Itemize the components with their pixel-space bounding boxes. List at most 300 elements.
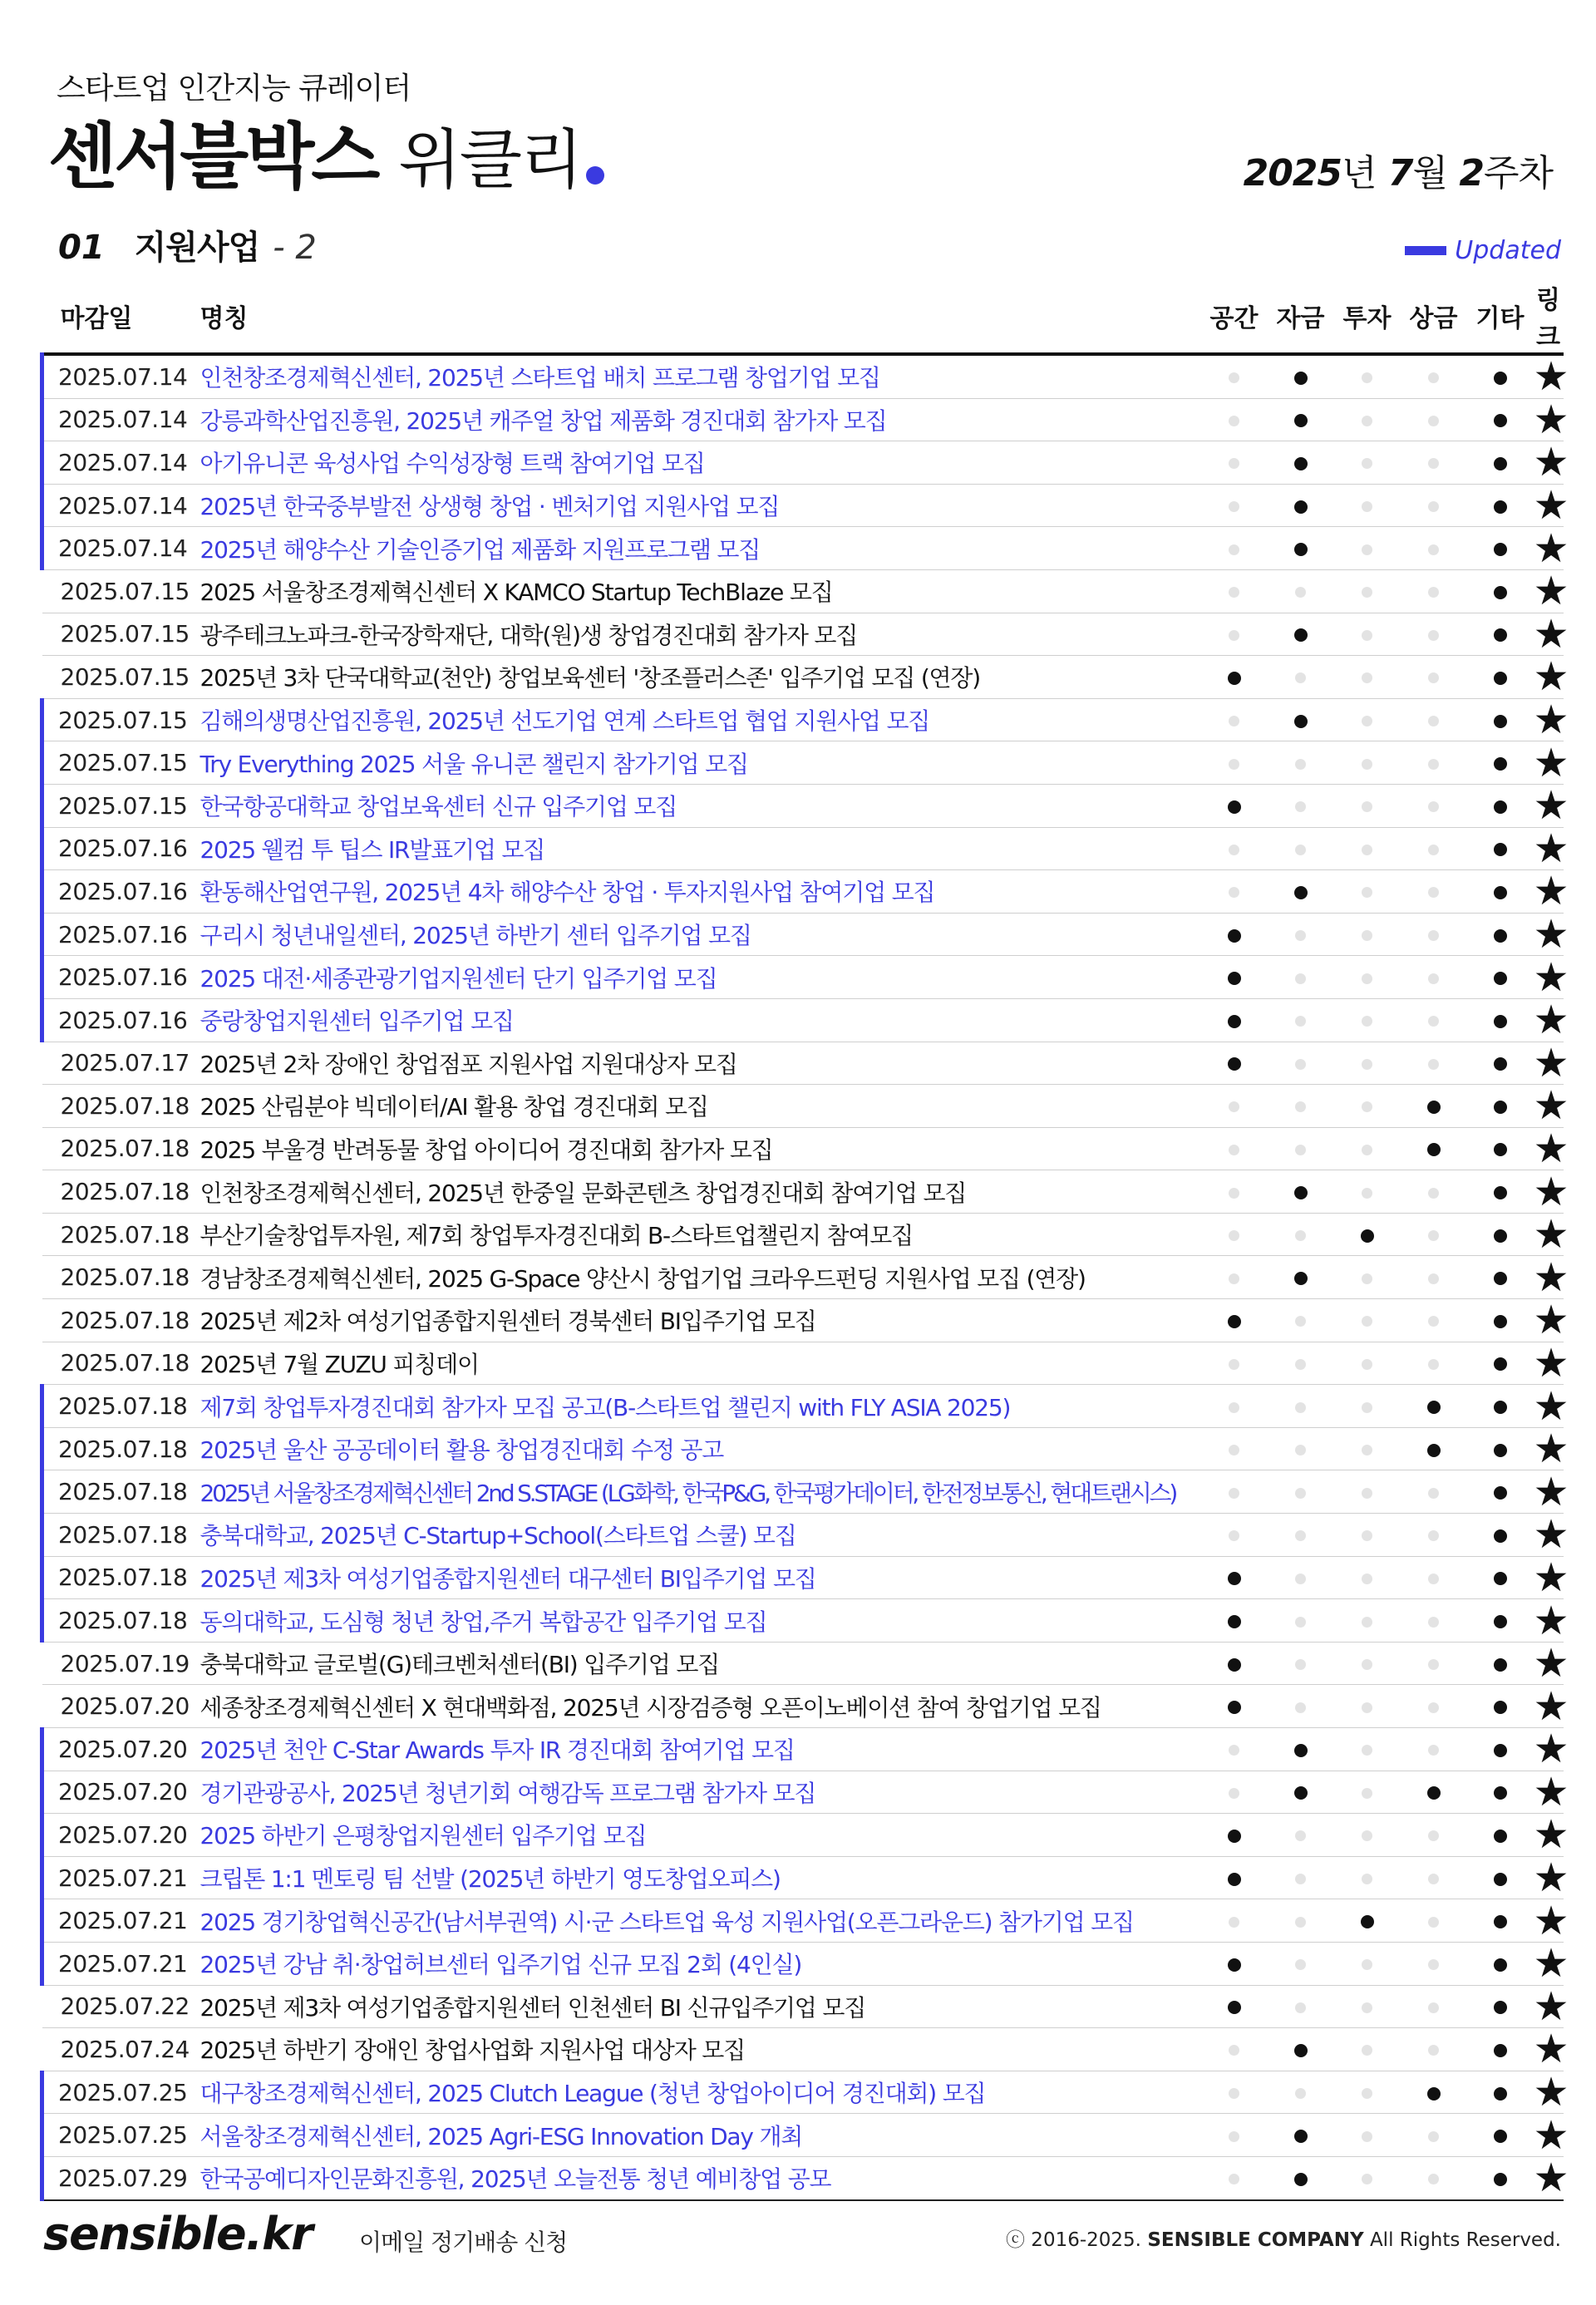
star-link-icon[interactable]: ★ xyxy=(1533,1082,1569,1130)
row-prize-cell xyxy=(1401,784,1467,827)
row-program-name: 2025 웰컴 투 팁스 IR발표기업 모집 xyxy=(195,827,1201,870)
star-link-icon[interactable]: ★ xyxy=(1533,1554,1569,1601)
row-funding-cell xyxy=(1268,784,1334,827)
row-space-cell xyxy=(1201,1899,1268,1943)
star-link-icon[interactable]: ★ xyxy=(1533,2026,1569,2073)
row-prize-cell xyxy=(1401,527,1467,570)
row-link-cell xyxy=(1533,1382,1569,1430)
empty-dot-icon xyxy=(1295,587,1306,598)
row-space-cell xyxy=(1201,1985,1268,2028)
section-number: 01 xyxy=(58,229,105,267)
empty-dot-icon xyxy=(1362,845,1372,855)
empty-dot-icon xyxy=(1428,845,1439,855)
star-link-icon[interactable]: ★ xyxy=(1533,568,1569,615)
row-space-cell xyxy=(1201,1514,1268,1557)
row-program-name: 2025 경기창업혁신공간(남서부권역) 시·군 스타트업 육성 지원사업(오픈그라운드) 참가기업 모집 xyxy=(195,1899,1201,1943)
empty-dot-icon xyxy=(1428,1273,1439,1284)
star-link-icon[interactable]: ★ xyxy=(1533,1511,1569,1559)
row-other-cell xyxy=(1467,2071,1534,2114)
row-link-cell xyxy=(1533,1511,1569,1559)
row-link-cell xyxy=(1533,568,1569,615)
empty-dot-icon xyxy=(1362,2174,1372,2184)
row-prize-cell xyxy=(1401,2071,1467,2114)
row-investment-cell xyxy=(1334,1985,1401,2028)
filled-dot-icon xyxy=(1294,1186,1308,1199)
filled-dot-icon xyxy=(1494,1315,1507,1328)
table-row xyxy=(42,1427,1564,1470)
row-other-cell xyxy=(1467,2156,1534,2199)
row-program-name: 2025년 천안 C-Star Awards 투자 IR 경진대회 참여기업 모집 xyxy=(195,1728,1201,1771)
row-funding-cell xyxy=(1268,569,1334,613)
row-other-cell xyxy=(1467,441,1534,485)
row-investment-cell xyxy=(1334,1256,1401,1299)
row-link-cell xyxy=(1533,653,1569,701)
filled-dot-icon xyxy=(1494,757,1507,771)
star-link-icon[interactable]: ★ xyxy=(1533,482,1569,529)
star-link-icon[interactable]: ★ xyxy=(1533,1426,1569,1473)
empty-dot-icon xyxy=(1295,1874,1306,1884)
empty-dot-icon xyxy=(1295,672,1306,683)
empty-dot-icon xyxy=(1428,1359,1439,1370)
empty-dot-icon xyxy=(1428,1959,1439,1970)
empty-dot-icon xyxy=(1295,1488,1306,1499)
col-header-space: 공간 xyxy=(1201,279,1268,354)
filled-dot-icon xyxy=(1494,1744,1507,1757)
empty-dot-icon xyxy=(1362,458,1372,469)
table-row xyxy=(42,398,1564,441)
star-link-icon[interactable]: ★ xyxy=(1533,610,1569,658)
row-link-cell xyxy=(1533,1168,1569,1215)
empty-dot-icon xyxy=(1229,1101,1239,1112)
row-space-cell xyxy=(1201,741,1268,785)
empty-dot-icon xyxy=(1229,2045,1239,2056)
row-deadline: 2025.07.25 xyxy=(42,2114,195,2157)
empty-dot-icon xyxy=(1428,1016,1439,1027)
row-link-cell xyxy=(1533,868,1569,915)
row-deadline: 2025.07.16 xyxy=(42,870,195,914)
col-header-investment: 투자 xyxy=(1334,279,1401,354)
row-program-name: 2025 대전·세종관광기업지원센터 단기 입주기업 모집 xyxy=(195,956,1201,999)
row-deadline: 2025.07.18 xyxy=(42,1127,195,1170)
row-space-cell xyxy=(1201,656,1268,699)
row-funding-cell xyxy=(1268,1642,1334,1685)
row-investment-cell xyxy=(1334,1170,1401,1214)
row-other-cell xyxy=(1467,1170,1534,1214)
star-link-icon[interactable]: ★ xyxy=(1533,2069,1569,2116)
star-link-icon[interactable]: ★ xyxy=(1533,1125,1569,1172)
empty-dot-icon xyxy=(1229,1917,1239,1928)
empty-dot-icon xyxy=(1229,372,1239,383)
section-part: - 2 xyxy=(273,229,317,267)
row-prize-cell xyxy=(1401,1213,1467,1256)
row-program-name: 2025년 3차 단국대학교(천안) 창업보육센터 '창조플러스존' 입주기업 모집 (연장) xyxy=(195,656,1201,699)
row-program-name: 2025년 2차 장애인 창업점포 지원사업 지원대상자 모집 xyxy=(195,1042,1201,1085)
empty-dot-icon xyxy=(1295,1917,1306,1928)
row-space-cell xyxy=(1201,354,1268,398)
filled-dot-icon xyxy=(1361,1229,1374,1243)
empty-dot-icon xyxy=(1295,801,1306,812)
star-link-icon[interactable]: ★ xyxy=(1533,1682,1569,1730)
star-link-icon[interactable]: ★ xyxy=(1533,1597,1569,1644)
row-investment-cell xyxy=(1334,1385,1401,1428)
row-space-cell xyxy=(1201,1599,1268,1643)
filled-dot-icon xyxy=(1228,2001,1241,2014)
empty-dot-icon xyxy=(1428,801,1439,812)
star-link-icon[interactable]: ★ xyxy=(1533,1640,1569,1687)
row-link-cell xyxy=(1533,953,1569,1001)
row-link-cell xyxy=(1533,610,1569,658)
table-row xyxy=(42,1470,1564,1514)
row-deadline: 2025.07.14 xyxy=(42,354,195,398)
row-program-name: 2025년 해양수산 기술인증기업 제품화 지원프로그램 모집 xyxy=(195,527,1201,570)
empty-dot-icon xyxy=(1362,416,1372,426)
row-other-cell xyxy=(1467,1470,1534,1514)
row-investment-cell xyxy=(1334,1942,1401,1985)
empty-dot-icon xyxy=(1362,1788,1372,1799)
empty-dot-icon xyxy=(1362,501,1372,512)
row-deadline: 2025.07.15 xyxy=(42,569,195,613)
row-link-cell xyxy=(1533,2155,1569,2202)
row-prize-cell xyxy=(1401,956,1467,999)
row-funding-cell xyxy=(1268,1256,1334,1299)
row-prize-cell xyxy=(1401,2114,1467,2157)
footer-logo[interactable]: sensible.kr xyxy=(43,2208,313,2260)
row-space-cell xyxy=(1201,827,1268,870)
filled-dot-icon xyxy=(1494,672,1507,685)
row-prize-cell xyxy=(1401,1085,1467,1128)
row-deadline: 2025.07.25 xyxy=(42,2071,195,2114)
star-link-icon[interactable]: ★ xyxy=(1533,1726,1569,1773)
row-program-name: 세종창조경제혁신센터 X 현대백화점, 2025년 시장검증형 오픈이노베이션 참여 창업기업 모집 xyxy=(195,1685,1201,1728)
row-funding-cell xyxy=(1268,1170,1334,1214)
filled-dot-icon xyxy=(1494,715,1507,728)
row-link-cell xyxy=(1533,1597,1569,1644)
filled-dot-icon xyxy=(1494,1701,1507,1714)
empty-dot-icon xyxy=(1428,1830,1439,1841)
star-link-icon[interactable]: ★ xyxy=(1533,911,1569,958)
empty-dot-icon xyxy=(1428,2002,1439,2013)
row-other-cell xyxy=(1467,1728,1534,1771)
row-deadline: 2025.07.18 xyxy=(42,1514,195,1557)
row-space-cell xyxy=(1201,1342,1268,1385)
table-row xyxy=(42,956,1564,999)
table-row xyxy=(42,1514,1564,1557)
updated-legend-bar-icon xyxy=(1405,246,1446,255)
row-funding-cell xyxy=(1268,2028,1334,2071)
row-program-name: 한국공예디자인문화진흥원, 2025년 오늘전통 청년 예비창업 공모 xyxy=(195,2156,1201,2199)
row-funding-cell xyxy=(1268,484,1334,527)
row-investment-cell xyxy=(1334,741,1401,785)
row-other-cell xyxy=(1467,741,1534,785)
row-space-cell xyxy=(1201,613,1268,656)
empty-dot-icon xyxy=(1362,1959,1372,1970)
row-space-cell xyxy=(1201,1771,1268,1814)
row-space-cell xyxy=(1201,1085,1268,1128)
empty-dot-icon xyxy=(1295,1016,1306,1027)
empty-dot-icon xyxy=(1362,716,1372,726)
row-investment-cell xyxy=(1334,613,1401,656)
row-link-cell xyxy=(1533,782,1569,830)
row-deadline: 2025.07.21 xyxy=(42,1942,195,1985)
row-deadline: 2025.07.18 xyxy=(42,1170,195,1214)
filled-dot-icon xyxy=(1228,1315,1241,1328)
empty-dot-icon xyxy=(1428,1059,1439,1070)
row-funding-cell xyxy=(1268,2071,1334,2114)
star-link-icon[interactable]: ★ xyxy=(1533,2155,1569,2202)
row-program-name: 2025년 제2차 여성기업종합지원센터 경북센터 BI입주기업 모집 xyxy=(195,1299,1201,1342)
empty-dot-icon xyxy=(1362,1402,1372,1413)
row-prize-cell xyxy=(1401,1170,1467,1214)
row-prize-cell xyxy=(1401,1642,1467,1685)
row-investment-cell xyxy=(1334,1085,1401,1128)
row-investment-cell xyxy=(1334,1342,1401,1385)
filled-dot-icon xyxy=(1494,1143,1507,1156)
star-link-icon[interactable]: ★ xyxy=(1533,1339,1569,1386)
row-investment-cell xyxy=(1334,1728,1401,1771)
row-other-cell xyxy=(1467,1514,1534,1557)
empty-dot-icon xyxy=(1362,1359,1372,1370)
row-other-cell xyxy=(1467,1385,1534,1428)
row-other-cell xyxy=(1467,1256,1534,1299)
row-link-cell xyxy=(1533,1253,1569,1301)
row-deadline: 2025.07.18 xyxy=(42,1299,195,1342)
star-link-icon[interactable]: ★ xyxy=(1533,1039,1569,1086)
row-program-name: 인천창조경제혁신센터, 2025년 한중일 문화콘텐츠 창업경진대회 참여기업 모집 xyxy=(195,1170,1201,1214)
row-funding-cell xyxy=(1268,354,1334,398)
row-other-cell xyxy=(1467,2114,1534,2157)
row-funding-cell xyxy=(1268,956,1334,999)
star-link-icon[interactable]: ★ xyxy=(1533,439,1569,486)
row-other-cell xyxy=(1467,398,1534,441)
star-link-icon[interactable]: ★ xyxy=(1533,1982,1569,2030)
row-funding-cell xyxy=(1268,1427,1334,1470)
empty-dot-icon xyxy=(1428,630,1439,641)
empty-dot-icon xyxy=(1229,1230,1239,1241)
row-funding-cell xyxy=(1268,1385,1334,1428)
row-link-cell xyxy=(1533,2069,1569,2116)
row-prize-cell xyxy=(1401,698,1467,741)
row-space-cell xyxy=(1201,913,1268,956)
star-link-icon[interactable]: ★ xyxy=(1533,353,1569,401)
empty-dot-icon xyxy=(1362,1273,1372,1284)
row-link-cell xyxy=(1533,482,1569,529)
star-link-icon[interactable]: ★ xyxy=(1533,2111,1569,2159)
star-link-icon[interactable]: ★ xyxy=(1533,1897,1569,1944)
empty-dot-icon xyxy=(1428,716,1439,726)
table-row xyxy=(42,2114,1564,2157)
row-funding-cell xyxy=(1268,398,1334,441)
row-deadline: 2025.07.29 xyxy=(42,2156,195,2199)
star-link-icon[interactable]: ★ xyxy=(1533,653,1569,701)
filled-dot-icon xyxy=(1294,414,1308,427)
empty-dot-icon xyxy=(1428,458,1439,469)
empty-dot-icon xyxy=(1362,672,1372,683)
row-funding-cell xyxy=(1268,1470,1334,1514)
star-link-icon[interactable]: ★ xyxy=(1533,1940,1569,1987)
row-prize-cell xyxy=(1401,1127,1467,1170)
row-link-cell xyxy=(1533,396,1569,443)
table-row xyxy=(42,1642,1564,1685)
filled-dot-icon xyxy=(1294,2130,1308,2143)
empty-dot-icon xyxy=(1362,887,1372,898)
empty-dot-icon xyxy=(1295,973,1306,984)
row-program-name: 2025년 한국중부발전 상생형 창업 · 벤처기업 지원사업 모집 xyxy=(195,484,1201,527)
empty-dot-icon xyxy=(1428,544,1439,555)
row-prize-cell xyxy=(1401,1556,1467,1599)
star-link-icon[interactable]: ★ xyxy=(1533,1211,1569,1258)
filled-dot-icon xyxy=(1494,1186,1507,1199)
row-investment-cell xyxy=(1334,527,1401,570)
filled-dot-icon xyxy=(1494,628,1507,642)
row-program-name: 2025년 하반기 장애인 창업사업화 지원사업 대상자 모집 xyxy=(195,2028,1201,2071)
star-link-icon[interactable]: ★ xyxy=(1533,739,1569,786)
row-program-name: 충북대학교 글로벌(G)테크벤처센터(BI) 입주기업 모집 xyxy=(195,1642,1201,1685)
row-investment-cell xyxy=(1334,2114,1401,2157)
row-link-cell xyxy=(1533,1897,1569,1944)
empty-dot-icon xyxy=(1295,759,1306,770)
row-other-cell xyxy=(1467,613,1534,656)
row-deadline: 2025.07.16 xyxy=(42,827,195,870)
empty-dot-icon xyxy=(1362,1016,1372,1027)
col-header-prize: 상금 xyxy=(1401,279,1467,354)
star-link-icon[interactable]: ★ xyxy=(1533,782,1569,830)
table-row xyxy=(42,827,1564,870)
row-deadline: 2025.07.15 xyxy=(42,613,195,656)
row-investment-cell xyxy=(1334,1470,1401,1514)
row-space-cell xyxy=(1201,1170,1268,1214)
star-link-icon[interactable]: ★ xyxy=(1533,825,1569,872)
empty-dot-icon xyxy=(1362,1659,1372,1670)
row-space-cell xyxy=(1201,870,1268,914)
filled-dot-icon xyxy=(1294,1786,1308,1800)
empty-dot-icon xyxy=(1295,2088,1306,2099)
row-investment-cell xyxy=(1334,1042,1401,1085)
empty-dot-icon xyxy=(1362,1188,1372,1199)
filled-dot-icon xyxy=(1494,1658,1507,1672)
table-row xyxy=(42,1127,1564,1170)
row-space-cell xyxy=(1201,1385,1268,1428)
star-link-icon[interactable]: ★ xyxy=(1533,868,1569,915)
empty-dot-icon xyxy=(1428,1702,1439,1713)
empty-dot-icon xyxy=(1362,1702,1372,1713)
row-link-cell xyxy=(1533,2111,1569,2159)
empty-dot-icon xyxy=(1295,1359,1306,1370)
empty-dot-icon xyxy=(1295,930,1306,941)
empty-dot-icon xyxy=(1362,1830,1372,1841)
empty-dot-icon xyxy=(1295,1230,1306,1241)
star-link-icon[interactable]: ★ xyxy=(1533,1854,1569,1902)
row-deadline: 2025.07.14 xyxy=(42,527,195,570)
empty-dot-icon xyxy=(1362,2088,1372,2099)
row-program-name: 2025년 제3차 여성기업종합지원센터 대구센터 BI입주기업 모집 xyxy=(195,1556,1201,1599)
email-subscribe-link[interactable]: 이메일 정기배송 신청 xyxy=(359,2229,568,2256)
row-deadline: 2025.07.15 xyxy=(42,656,195,699)
row-link-cell xyxy=(1533,1468,1569,1515)
empty-dot-icon xyxy=(1229,416,1239,426)
star-link-icon[interactable]: ★ xyxy=(1533,1168,1569,1215)
row-deadline: 2025.07.18 xyxy=(42,1385,195,1428)
row-other-cell xyxy=(1467,1427,1534,1470)
row-link-cell xyxy=(1533,1982,1569,2030)
star-link-icon[interactable]: ★ xyxy=(1533,953,1569,1001)
filled-dot-icon xyxy=(1294,2044,1308,2057)
row-link-cell xyxy=(1533,1554,1569,1601)
brand-title xyxy=(48,110,604,199)
row-other-cell xyxy=(1467,1556,1534,1599)
star-link-icon[interactable]: ★ xyxy=(1533,697,1569,744)
row-prize-cell xyxy=(1401,827,1467,870)
table-row xyxy=(42,569,1564,613)
row-prize-cell xyxy=(1401,354,1467,398)
empty-dot-icon xyxy=(1229,2131,1239,2142)
brand-bold: 센서블박스 xyxy=(48,116,377,199)
row-program-name: 2025년 강남 취·창업허브센터 입주기업 신규 모집 2회 (4인실) xyxy=(195,1942,1201,1985)
star-link-icon[interactable]: ★ xyxy=(1533,1768,1569,1815)
week-month: 7 xyxy=(1387,152,1413,195)
star-link-icon[interactable]: ★ xyxy=(1533,1253,1569,1301)
star-link-icon[interactable]: ★ xyxy=(1533,997,1569,1044)
row-other-cell xyxy=(1467,1599,1534,1643)
row-program-name: 대구창조경제혁신센터, 2025 Clutch League (청년 창업아이디어 경진대회) 모집 xyxy=(195,2071,1201,2114)
row-investment-cell xyxy=(1334,484,1401,527)
filled-dot-icon xyxy=(1427,1786,1441,1800)
filled-dot-icon xyxy=(1228,1958,1241,1972)
row-deadline: 2025.07.15 xyxy=(42,698,195,741)
table-row xyxy=(42,2071,1564,2114)
empty-dot-icon xyxy=(1229,1488,1239,1499)
empty-dot-icon xyxy=(1229,845,1239,855)
star-link-icon[interactable]: ★ xyxy=(1533,1382,1569,1430)
empty-dot-icon xyxy=(1295,1959,1306,1970)
row-program-name: 경기관광공사, 2025년 청년기회 여행감독 프로그램 참가자 모집 xyxy=(195,1771,1201,1814)
star-link-icon[interactable]: ★ xyxy=(1533,525,1569,572)
filled-dot-icon xyxy=(1228,1873,1241,1886)
star-link-icon[interactable]: ★ xyxy=(1533,396,1569,443)
row-funding-cell xyxy=(1268,1042,1334,1085)
row-funding-cell xyxy=(1268,1899,1334,1943)
row-program-name: 구리시 청년내일센터, 2025년 하반기 센터 입주기업 모집 xyxy=(195,913,1201,956)
row-space-cell xyxy=(1201,1299,1268,1342)
star-link-icon[interactable]: ★ xyxy=(1533,1468,1569,1515)
table-row xyxy=(42,1728,1564,1771)
brand-dot-icon xyxy=(586,166,604,185)
row-program-name: 2025 부울경 반려동물 창업 아이디어 경진대회 참가자 모집 xyxy=(195,1127,1201,1170)
row-investment-cell xyxy=(1334,1514,1401,1557)
row-link-cell xyxy=(1533,2026,1569,2073)
section-heading xyxy=(58,221,317,268)
row-space-cell xyxy=(1201,2028,1268,2071)
empty-dot-icon xyxy=(1428,1316,1439,1327)
row-investment-cell xyxy=(1334,1685,1401,1728)
row-prize-cell xyxy=(1401,1599,1467,1643)
row-space-cell xyxy=(1201,1256,1268,1299)
row-funding-cell xyxy=(1268,1342,1334,1385)
row-link-cell xyxy=(1533,1211,1569,1258)
empty-dot-icon xyxy=(1229,2174,1239,2184)
empty-dot-icon xyxy=(1295,1659,1306,1670)
empty-dot-icon xyxy=(1229,1188,1239,1199)
row-link-cell xyxy=(1533,1726,1569,1773)
row-investment-cell xyxy=(1334,2071,1401,2114)
star-link-icon[interactable]: ★ xyxy=(1533,1811,1569,1859)
filled-dot-icon xyxy=(1494,1015,1507,1028)
star-link-icon[interactable]: ★ xyxy=(1533,1297,1569,1344)
row-prize-cell xyxy=(1401,1728,1467,1771)
empty-dot-icon xyxy=(1362,1745,1372,1756)
empty-dot-icon xyxy=(1295,1059,1306,1070)
filled-dot-icon xyxy=(1494,2087,1507,2101)
filled-dot-icon xyxy=(1228,1701,1241,1714)
